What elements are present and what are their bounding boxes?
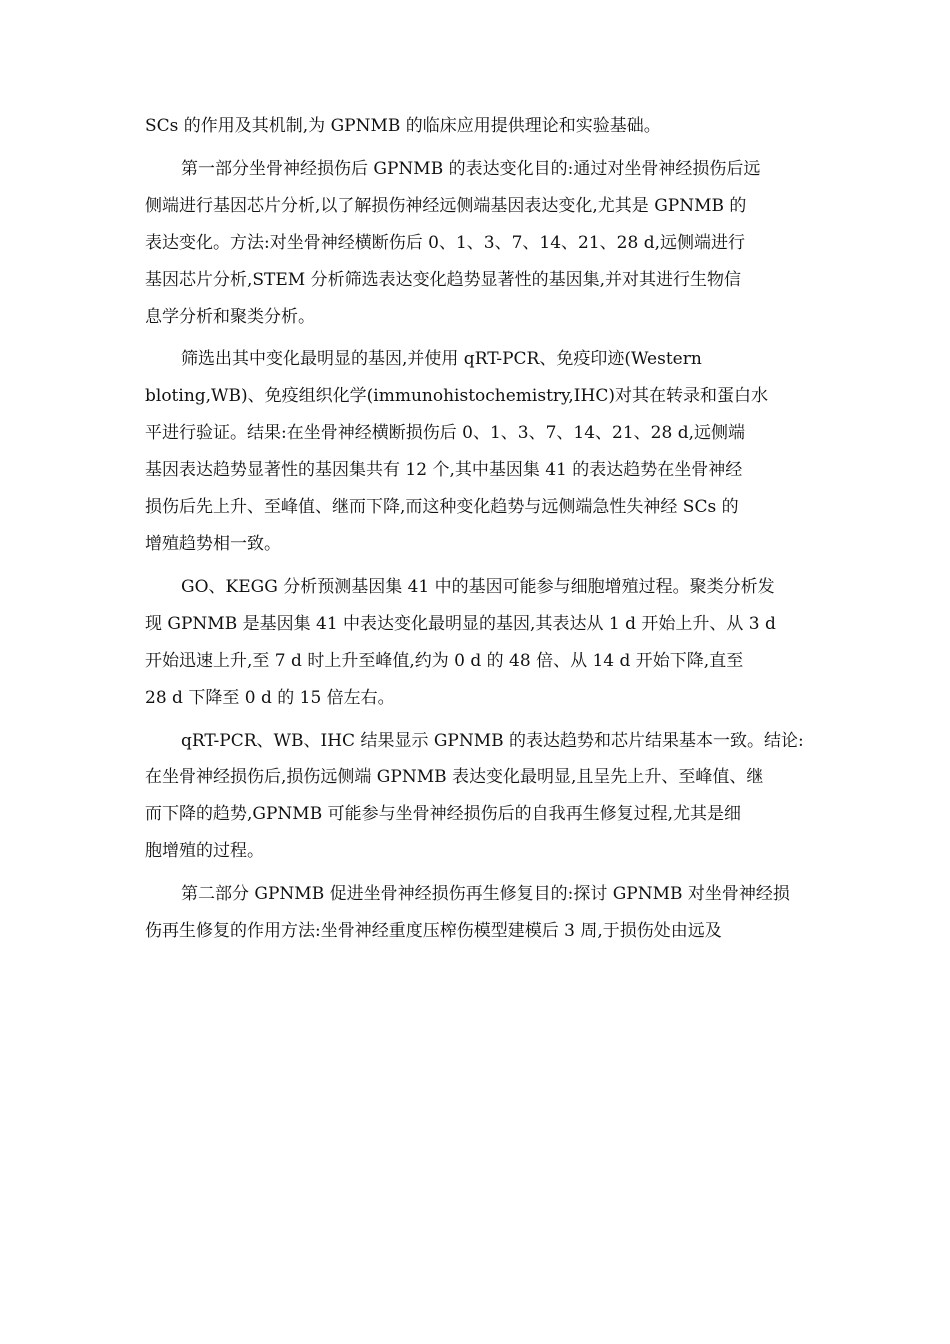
text-line: SCs 的作用及其机制,为 GPNMB 的临床应用提供理论和实验基础。 bbox=[145, 116, 661, 136]
text-line: 伤再生修复的作用方法:坐骨神经重度压榨伤模型建模后 3 周,于损伤处由远及 bbox=[145, 921, 722, 942]
text-line: 开始迅速上升,至 7 d 时上升至峰值,约为 0 d 的 48 倍、从 14 d 开始下降,直至 bbox=[145, 650, 744, 671]
text-line: 而下降的趋势,GPNMB 可能参与坐骨神经损伤后的自我再生修复过程,尤其是细 bbox=[145, 804, 742, 825]
text-line: GO、KEGG 分析预测基因集 41 中的基因可能参与细胞增殖过程。聚类分析发 bbox=[181, 576, 775, 597]
paragraph bbox=[145, 108, 810, 145]
text-line: 侧端进行基因芯片分析,以了解损伤神经远侧端基因表达变化,尤其是 GPNMB 的 bbox=[145, 195, 747, 216]
text-line: 增殖趋势相一致。 bbox=[145, 533, 281, 554]
text-line: qRT-PCR、WB、IHC 结果显示 GPNMB 的表达趋势和芯片结果基本一致。结论: bbox=[181, 730, 804, 751]
text-line: 第二部分 GPNMB 促进坐骨神经损伤再生修复目的:探讨 GPNMB 对坐骨神经损 bbox=[181, 884, 790, 905]
text-line: 平进行验证。结果:在坐骨神经横断损伤后 0、1、3、7、14、21、28 d,远侧端 bbox=[145, 423, 745, 444]
text-line: 基因表达趋势显著性的基因集共有 12 个,其中基因集 41 的表达趋势在坐骨神经 bbox=[145, 460, 743, 481]
text-line: 第一部分坐骨神经损伤后 GPNMB 的表达变化目的:通过对坐骨神经损伤后远 bbox=[181, 158, 761, 179]
text-line: 损伤后先上升、至峰值、继而下降,而这种变化趋势与远侧端急性失神经 SCs 的 bbox=[145, 497, 739, 518]
paragraph bbox=[145, 341, 810, 562]
paragraph bbox=[145, 723, 810, 871]
paragraph bbox=[145, 569, 810, 717]
text-line: 在坐骨神经损伤后,损伤远侧端 GPNMB 表达变化最明显,且呈先上升、至峰值、继 bbox=[145, 767, 764, 788]
text-line: 表达变化。方法:对坐骨神经横断伤后 0、1、3、7、14、21、28 d,远侧端进行 bbox=[145, 232, 745, 253]
text-line: 现 GPNMB 是基因集 41 中表达变化最明显的基因,其表达从 1 d 开始上升、从 3 d bbox=[145, 613, 776, 634]
text-line: 息学分析和聚类分析。 bbox=[145, 306, 315, 327]
text-line: 筛选出其中变化最明显的基因,并使用 qRT-PCR、免疫印迹(Western bbox=[181, 349, 702, 370]
paragraph bbox=[145, 876, 810, 950]
text-line: bloting,WB)、免疫组织化学(immunohistochemistry,IHC)对其在转录和蛋白水 bbox=[145, 386, 768, 407]
text-line: 28 d 下降至 0 d 的 15 倍左右。 bbox=[145, 687, 395, 708]
text-line: 胞增殖的过程。 bbox=[145, 841, 264, 862]
document-body bbox=[145, 108, 810, 950]
paragraph bbox=[145, 151, 810, 336]
text-line: 基因芯片分析,STEM 分析筛选表达变化趋势显著性的基因集,并对其进行生物信 bbox=[145, 269, 742, 290]
